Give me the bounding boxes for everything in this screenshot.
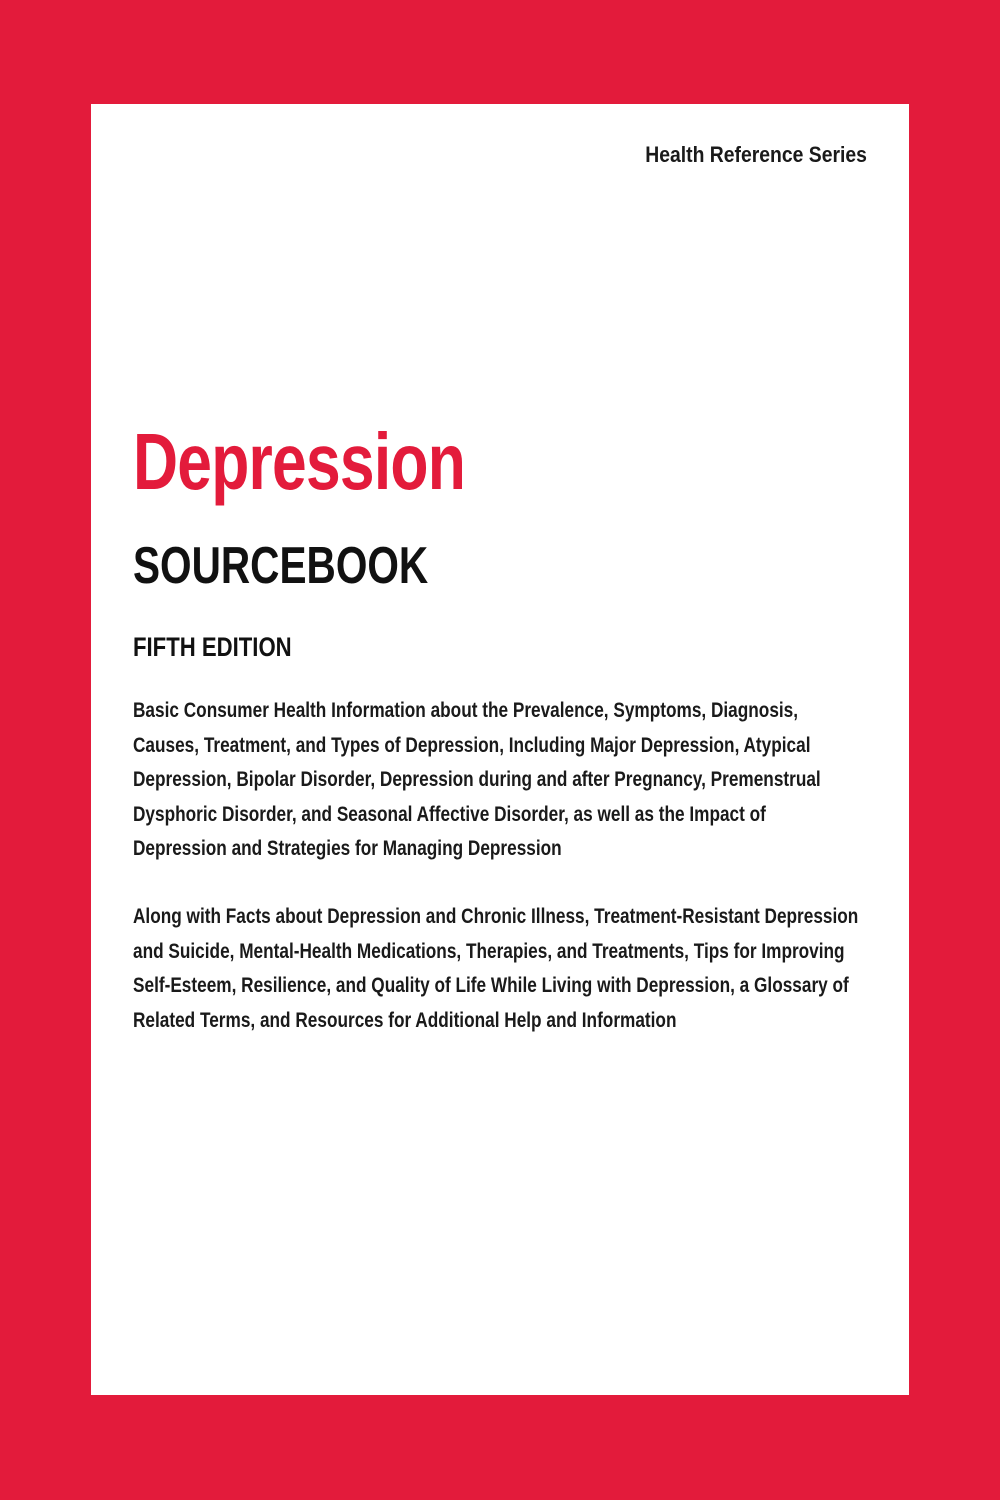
description-paragraph-1: Basic Consumer Health Information about the Prevalence, Symptoms, Diagnosis, Causes, Treatment, and Types of Depression, Including Major Depression, Atypical Depression, Bipolar Disorder, Depression during and after Pregnancy, Premenstrual Dysphoric Disorder, and Seasonal Affective Disorder, as well as the Impact of Depression and Strategies for Managing Depression <box>133 699 821 861</box>
description-paragraph-2: Along with Facts about Depression and Chronic Illness, Treatment-Resistant Depression and Suicide, Mental-Health Medications, Therapies, and Treatments, Tips for Improving Self-Esteem, Resilience, and Quality of Life While Living with Depression, a Glossary of Related Terms, and Resources for Additional Help and Information <box>133 905 859 1032</box>
book-title: Depression <box>133 417 466 506</box>
series-label: Health Reference Series <box>645 142 867 167</box>
edition-label: FIFTH EDITION <box>133 632 292 662</box>
cover-panel <box>91 104 909 1395</box>
book-subtitle: SOURCEBOOK <box>133 537 429 595</box>
